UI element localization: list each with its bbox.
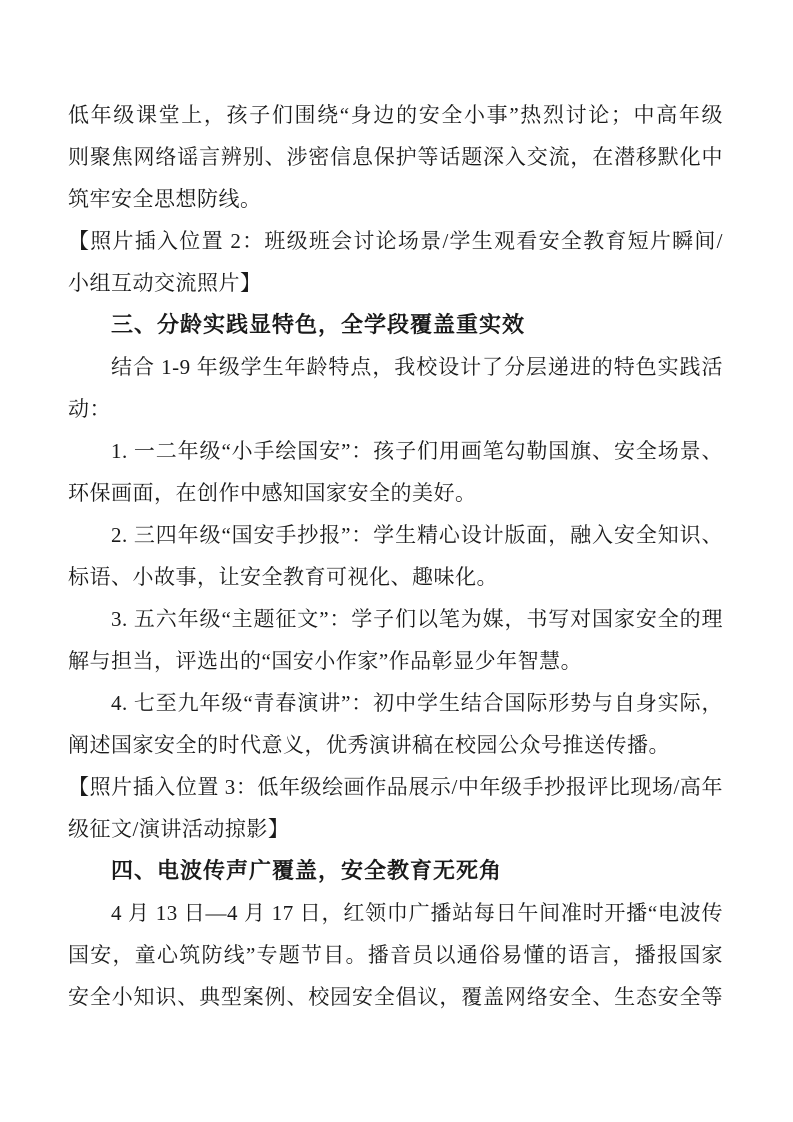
body-text-line: 动： [68, 397, 111, 421]
list-item-line: 环保画面，在创作中感知国家安全的美好。 [68, 481, 477, 505]
section-heading-4: 四、电波传声广覆盖，安全教育无死角 [111, 858, 503, 883]
list-item-line: 1. 一二年级“小手绘国安”：孩子们用画笔勾勒国旗、安全场景、 [111, 439, 723, 463]
photo-placeholder-line: 【照片插入位置 3：低年级绘画作品展示/中年级手抄报评比现场/高年 [68, 775, 723, 799]
body-text-line: 筑牢安全思想防线。 [68, 187, 262, 211]
section-heading-3: 三、分龄实践显特色，全学段覆盖重实效 [111, 312, 526, 337]
photo-placeholder-line: 级征文/演讲活动掠影】 [68, 817, 290, 841]
body-text-line: 安全小知识、典型案例、校园安全倡议，覆盖网络安全、生态安全等 [68, 985, 723, 1009]
body-text-line: 结合 1-9 年级学生年龄特点，我校设计了分层递进的特色实践活 [111, 355, 723, 379]
body-text-line: 低年级课堂上，孩子们围绕“身边的安全小事”热烈讨论；中高年级 [68, 103, 723, 127]
list-item-line: 阐述国家安全的时代意义，优秀演讲稿在校园公众号推送传播。 [68, 733, 670, 757]
photo-placeholder-line: 【照片插入位置 2：班级班会讨论场景/学生观看安全教育短片瞬间/ [68, 229, 723, 253]
list-item-line: 3. 五六年级“主题征文”：学子们以笔为媒，书写对国家安全的理 [111, 607, 723, 631]
body-text-line: 国安，童心筑防线”专题节目。播音员以通俗易懂的语言，播报国家 [68, 943, 723, 967]
photo-placeholder-line: 小组互动交流照片】 [68, 271, 262, 295]
list-item-line: 2. 三四年级“国安手抄报”：学生精心设计版面，融入安全知识、 [111, 523, 723, 547]
list-item-line: 4. 七至九年级“青春演讲”：初中学生结合国际形势与自身实际， [111, 691, 723, 715]
body-text-line: 4 月 13 日—4 月 17 日，红领巾广播站每日午间准时开播“电波传 [111, 901, 723, 925]
body-text-line: 则聚焦网络谣言辨别、涉密信息保护等话题深入交流，在潜移默化中 [68, 145, 723, 169]
list-item-line: 解与担当，评选出的“国安小作家”作品彰显少年智慧。 [68, 649, 583, 673]
list-item-line: 标语、小故事，让安全教育可视化、趣味化。 [68, 565, 498, 589]
